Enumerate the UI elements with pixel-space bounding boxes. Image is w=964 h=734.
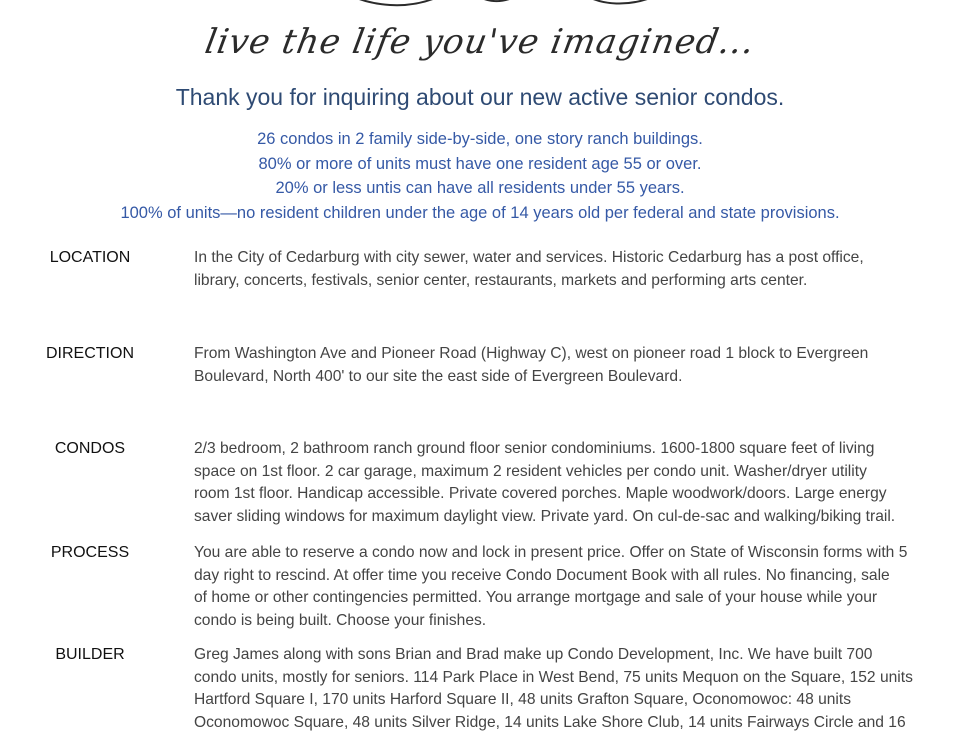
section-body-process [194, 542, 964, 632]
tagline: live the life you've imagined... [202, 22, 758, 62]
page-headline: Thank you for inquiring about our new active senior condos. [175, 84, 785, 110]
section-label-location: LOCATION [49, 249, 131, 266]
intro-line: 26 condos in 2 family side-by-side, one story ranch buildings. [257, 130, 703, 148]
body-line: Boulevard, North 400' to our site the east side of Evergreen Boulevard. [194, 367, 683, 385]
section-body-direction [194, 343, 964, 388]
section-label-process: PROCESS [50, 544, 130, 561]
section-label-direction: DIRECTION [46, 345, 134, 362]
body-line: saver sliding windows for maximum daylight view. Private yard. On cul-de-sac and walking/biking trail. [194, 507, 896, 525]
section-label-condos: CONDOS [54, 440, 126, 457]
intro-line: 100% of units—no resident children under the age of 14 years old per federal and state provisions. [120, 204, 840, 223]
body-line: condo is being built. Choose your finishes. [194, 611, 487, 629]
section-body-builder [194, 644, 964, 734]
intro-line: 80% or more of units must have one resident age 55 or over. [258, 154, 702, 173]
body-line: You are able to reserve a condo now and lock in present price. Offer on State of Wisconsin forms with 5 [194, 544, 908, 561]
body-line: room 1st floor. Handicap accessible. Private covered porches. Maple woodwork/doors. Large energy [194, 485, 887, 503]
body-line: condo units, mostly for seniors. 114 Park Place in West Bend, 75 units Mequon on the Square, 152 units [194, 668, 913, 686]
section-body-condos [194, 438, 964, 528]
section-label-builder: BUILDER [55, 646, 125, 663]
intro-line: 20% or less untis can have all residents under 55 years. [275, 179, 685, 198]
body-line: library, concerts, festivals, senior center, restaurants, markets and performing arts center. [194, 271, 808, 289]
body-line: of home or other contingencies permitted. You arrange mortgage and sale of your house while your [194, 589, 878, 607]
body-line: space on 1st floor. 2 car garage, maximum 2 resident vehicles per condo unit. Washer/dryer utility [194, 462, 867, 480]
section-body-location [194, 247, 964, 292]
body-line: Oconomowoc Square, 48 units Silver Ridge, 14 units Lake Shore Club, 14 units Fairways Circle and 16 [194, 713, 906, 731]
body-line: In the City of Cedarburg with city sewer, water and services. Historic Cedarburg has a post office, [194, 249, 864, 266]
body-line: day right to rescind. At offer time you receive Condo Document Book with all rules. No financing, sale [194, 566, 890, 584]
body-line: Hartford Square I, 170 units Harford Square II, 48 units Grafton Square, Oconomowoc: 48 units [194, 691, 852, 709]
body-line: Greg James along with sons Brian and Brad make up Condo Development, Inc. We have built 700 [194, 646, 873, 663]
body-line: 2/3 bedroom, 2 bathroom ranch ground floor senior condominiums. 1600-1800 square feet of living [194, 440, 875, 457]
script-flourish-decoration [330, 0, 710, 12]
intro-block [0, 127, 960, 226]
body-line: From Washington Ave and Pioneer Road (Highway C), west on pioneer road 1 block to Evergreen [194, 345, 869, 362]
